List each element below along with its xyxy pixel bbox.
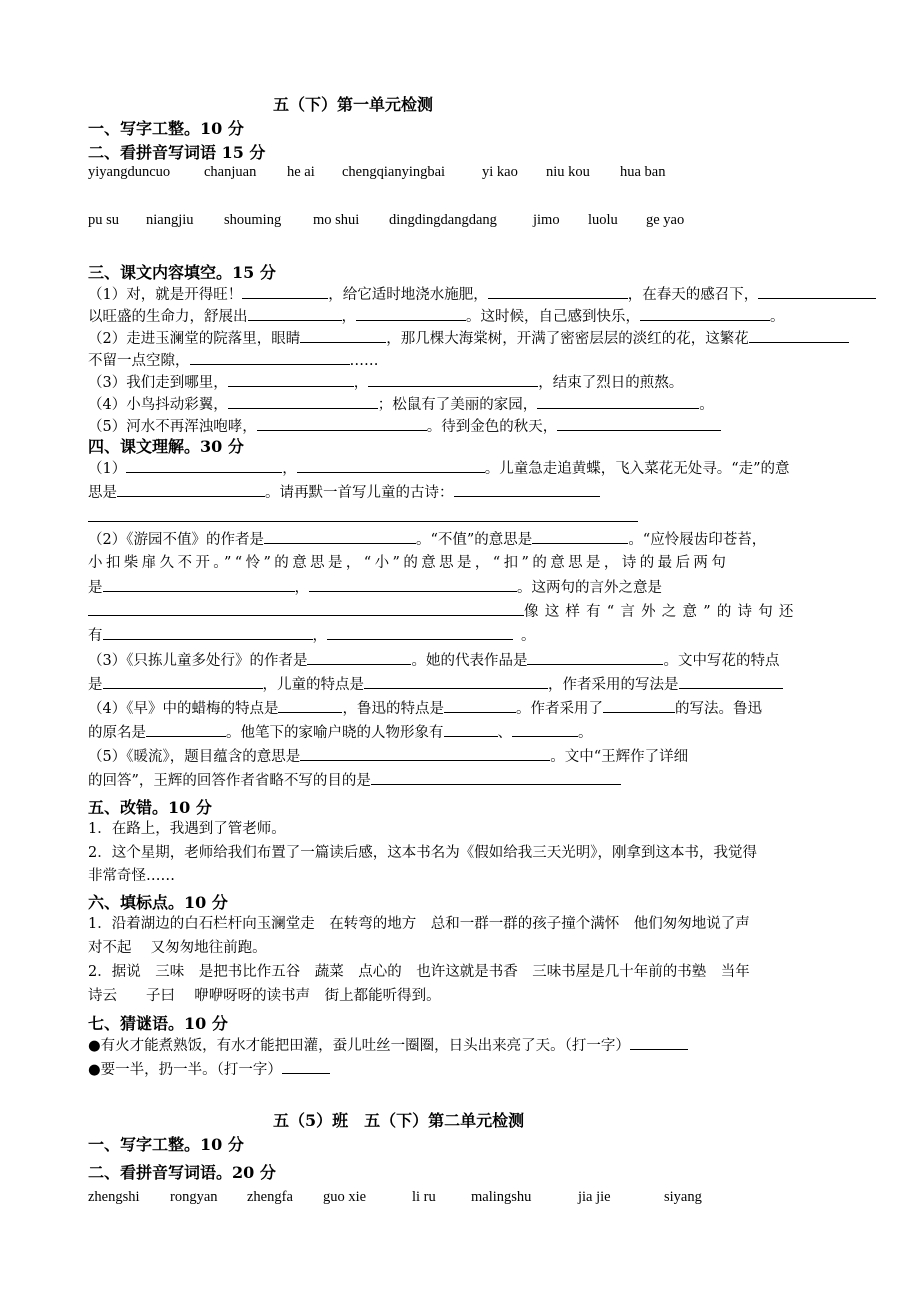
- text: ●要一半，扔一半。（打一字）: [88, 1062, 282, 1078]
- blank[interactable]: [257, 416, 427, 431]
- text: ，: [312, 628, 327, 644]
- blank[interactable]: [264, 529, 416, 544]
- q4-line-12: [88, 722, 593, 743]
- text: 。文中写花的特点: [663, 653, 780, 669]
- q5-line-3: 非常奇怪……: [88, 868, 175, 884]
- section-6-heading: 六、填标点。10 分: [88, 893, 228, 912]
- pinyin-item: siyang: [664, 1189, 702, 1205]
- text: （5）《暖流》，题目蕴含的意思是: [88, 749, 301, 765]
- text: 。文中“王辉作了详细: [550, 749, 689, 765]
- blank[interactable]: [117, 482, 265, 497]
- q4-line-8: [88, 625, 536, 646]
- text: ，鲁迅的特点是: [342, 701, 444, 717]
- pinyin-item: luolu: [588, 212, 618, 228]
- text: ，给它适时地浇水施肥，: [328, 287, 488, 303]
- blank[interactable]: [278, 698, 342, 713]
- pinyin-item: rongyan: [170, 1189, 218, 1205]
- q6-line-1: 1．沿着湖边的白石栏杆向玉澜堂走 在转弯的地方 总和一群一群的孩子撞个满怀 他们匆匆地说了声: [88, 916, 750, 932]
- text: ；松鼠有了美丽的家园，: [377, 397, 538, 413]
- text: ●有火才能煮熟饭，有水才能把田灌，蚕儿吐丝一圈圈，日头出来亮了天。（打一字）: [88, 1038, 630, 1054]
- text: 的写法。鲁迅: [674, 701, 762, 717]
- blank[interactable]: [242, 284, 328, 299]
- q3-line-6: [88, 394, 714, 415]
- pinyin-item: shouming: [224, 212, 282, 228]
- blank[interactable]: [282, 1059, 330, 1074]
- section-7-heading: 七、猜谜语。10 分: [88, 1014, 228, 1033]
- q6-line-2: 对不起 又匆匆地往前跑。: [88, 940, 267, 956]
- text: 。: [699, 397, 714, 413]
- text: ，在春天的感召下，: [627, 287, 759, 303]
- blank[interactable]: [371, 770, 621, 785]
- pinyin-item: ge yao: [646, 212, 685, 228]
- blank[interactable]: [297, 458, 485, 473]
- text: （1）对，就是开得旺！: [88, 287, 243, 303]
- text: （2）《游园不值》的作者是: [88, 532, 264, 548]
- blank[interactable]: [300, 746, 550, 761]
- text: 是: [88, 677, 103, 693]
- q5-line-1: 1．在路上，我遇到了管老师。: [88, 821, 286, 837]
- section-3-heading: 三、课文内容填空。15 分: [88, 263, 276, 282]
- text: 像这样有“言外之意”的诗句还: [524, 604, 800, 620]
- text: 。作者采用了: [515, 701, 603, 717]
- text: ，: [282, 461, 297, 477]
- blank[interactable]: [248, 306, 342, 321]
- q6-line-4: 诗云 子曰 咿咿呀呀的读书声 街上都能听得到。: [88, 988, 441, 1004]
- q4-line-2: [88, 482, 600, 503]
- blank[interactable]: [327, 625, 513, 640]
- pinyin-item: malingshu: [471, 1189, 532, 1205]
- blank[interactable]: [103, 625, 313, 640]
- blank[interactable]: [444, 698, 516, 713]
- q4-line-1: [88, 458, 790, 479]
- text: ，作者采用的写法是: [548, 677, 679, 693]
- pinyin-item: hua ban: [620, 164, 666, 180]
- text: （3）我们走到哪里，: [88, 375, 228, 391]
- q7-line-1: [88, 1035, 688, 1056]
- pinyin-item: jia jie: [578, 1189, 611, 1205]
- blank[interactable]: [527, 650, 663, 665]
- blank[interactable]: [368, 372, 538, 387]
- text: 。她的代表作品是: [411, 653, 528, 669]
- q4-line-14: [88, 770, 621, 791]
- q3-line-5: [88, 372, 683, 393]
- q4-line-11: [88, 698, 762, 719]
- q3-line-1: [88, 284, 876, 305]
- blank[interactable]: [228, 372, 354, 387]
- q3-line-3: [88, 328, 849, 349]
- section-4-heading: 四、课文理解。30 分: [88, 437, 244, 456]
- q4-line-6: [88, 577, 662, 598]
- pinyin-item: yiyangduncuo: [88, 164, 171, 180]
- q4-line-7: [88, 601, 800, 622]
- text: 。“应怜屐齿印苍苔，: [628, 532, 767, 548]
- text: 。请再默一首写儿童的古诗：: [265, 485, 454, 501]
- text: （2）走进玉澜堂的院落里，眼睛: [88, 331, 301, 347]
- section-1-heading: 一、写字工整。10 分: [88, 119, 244, 138]
- unit1-title: 五（下）第一单元检测: [273, 95, 434, 114]
- text: 。: [578, 725, 593, 741]
- q3-line-2: [88, 306, 785, 327]
- text: 、: [497, 725, 512, 741]
- text: （5）河水不再浑浊咆哮，: [88, 419, 257, 435]
- text: 。: [521, 628, 536, 644]
- section-5-heading: 五、改错。10 分: [88, 798, 212, 817]
- text: ，结束了烈日的煎熬。: [538, 375, 684, 391]
- q4-line-5: 小扣柴扉久不开。”“怜”的意思是，“小”的意思是，“扣”的意思是，诗的最后两句: [88, 555, 730, 571]
- text: 。“不值”的意思是: [415, 532, 533, 548]
- text: 的回答”，王辉的回答作者省略不写的目的是: [88, 773, 371, 789]
- q4-line-13: [88, 746, 688, 767]
- text: ……: [349, 353, 379, 369]
- blank[interactable]: [146, 722, 226, 737]
- blank[interactable]: [88, 601, 524, 616]
- blank[interactable]: [444, 722, 498, 737]
- text: 。他笔下的家喻户晓的人物形象有: [226, 725, 444, 741]
- pinyin-item: zhengfa: [247, 1189, 293, 1205]
- blank[interactable]: [630, 1035, 688, 1050]
- text: （4）小鸟抖动彩翼，: [88, 397, 228, 413]
- section-2-heading: 二、看拼音写词语 15 分: [88, 143, 266, 162]
- q4-line-10: [88, 674, 783, 695]
- pinyin-item: yi kao: [482, 164, 518, 180]
- pinyin-item: chanjuan: [204, 164, 257, 180]
- blank[interactable]: [309, 577, 517, 592]
- blank[interactable]: [103, 577, 295, 592]
- q5-line-2: 2．这个星期，老师给我们布置了一篇读后感，这本书名为《假如给我三天光明》，刚拿到这本书，我觉得: [88, 845, 757, 861]
- unit2-section-1-heading: 一、写字工整。10 分: [88, 1135, 244, 1154]
- text: ，: [341, 309, 356, 325]
- pinyin-item: mo shui: [313, 212, 360, 228]
- pinyin-item: dingdingdangdang: [389, 212, 497, 228]
- pinyin-item: li ru: [412, 1189, 436, 1205]
- text: 是: [88, 580, 103, 596]
- blank[interactable]: [758, 284, 876, 299]
- q6-line-3: 2．据说 三味 是把书比作五谷 蔬菜 点心的 也许这就是书香 三味书屋是几十年前的书塾 当年: [88, 964, 750, 980]
- q7-line-2: [88, 1059, 330, 1080]
- blank[interactable]: [603, 698, 675, 713]
- blank[interactable]: [640, 306, 770, 321]
- blank[interactable]: [749, 328, 849, 343]
- q4-line-9: [88, 650, 779, 671]
- unit2-title: 五（5）班 五（下）第二单元检测: [273, 1111, 525, 1130]
- blank[interactable]: [190, 350, 350, 365]
- unit2-section-2-heading: 二、看拼音写词语。20 分: [88, 1163, 276, 1182]
- blank[interactable]: [103, 674, 263, 689]
- text: 不留一点空隙，: [88, 353, 190, 369]
- q3-line-4: [88, 350, 379, 371]
- q4-line-4: [88, 529, 766, 550]
- text: ，: [353, 375, 369, 391]
- blank[interactable]: [356, 306, 466, 321]
- answer-rule[interactable]: [88, 521, 638, 522]
- blank[interactable]: [532, 529, 628, 544]
- text: （1）: [88, 461, 127, 477]
- text: 有: [88, 628, 103, 644]
- blank[interactable]: [488, 284, 628, 299]
- pinyin-item: zhengshi: [88, 1189, 140, 1205]
- blank[interactable]: [228, 394, 378, 409]
- pinyin-item: pu su: [88, 212, 120, 228]
- blank[interactable]: [300, 328, 386, 343]
- text: 。: [770, 309, 785, 325]
- text: 。这两句的言外之意是: [517, 580, 662, 596]
- text: （4）《早》中的蜡梅的特点是: [88, 701, 279, 717]
- text: 。这时候，自己感到快乐，: [466, 309, 640, 325]
- blank[interactable]: [537, 394, 699, 409]
- text: 。儿童急走追黄蝶，飞入菜花无处寻。“走”的意: [484, 461, 790, 477]
- text: ，: [294, 580, 309, 596]
- blank[interactable]: [454, 482, 600, 497]
- text: ，那几棵大海棠树，开满了密密层层的淡红的花，这繁花: [386, 331, 749, 347]
- text: 思是: [88, 485, 117, 501]
- blank[interactable]: [126, 458, 282, 473]
- blank[interactable]: [557, 416, 721, 431]
- text: ，儿童的特点是: [262, 677, 364, 693]
- pinyin-item: niangjiu: [146, 212, 194, 228]
- text: 以旺盛的生命力，舒展出: [88, 309, 248, 325]
- blank[interactable]: [364, 674, 548, 689]
- blank[interactable]: [512, 722, 578, 737]
- pinyin-item: he ai: [287, 164, 315, 180]
- blank[interactable]: [679, 674, 783, 689]
- pinyin-item: jimo: [533, 212, 560, 228]
- pinyin-item: chengqianyingbai: [342, 164, 446, 180]
- pinyin-item: guo xie: [323, 1189, 367, 1205]
- text: 。待到金色的秋天，: [426, 419, 558, 435]
- text: （3）《只拣儿童多处行》的作者是: [88, 653, 308, 669]
- blank[interactable]: [307, 650, 411, 665]
- pinyin-item: niu kou: [546, 164, 590, 180]
- text: 的原名是: [88, 725, 146, 741]
